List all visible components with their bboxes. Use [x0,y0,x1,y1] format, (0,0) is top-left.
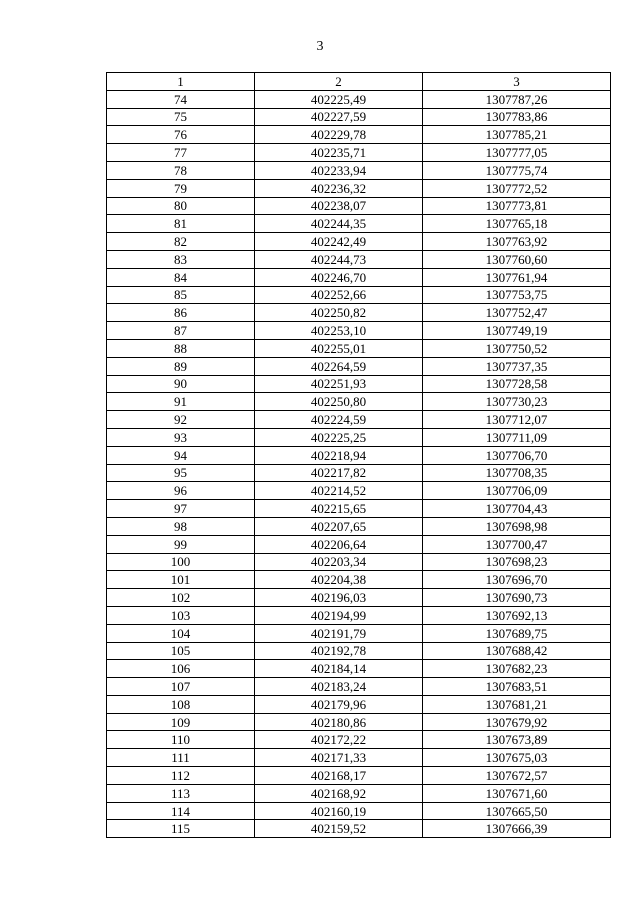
table-row [107,535,611,553]
point-number-cell: 106 [107,660,255,678]
x-coordinate-cell: 402180,86 [255,713,423,731]
point-number-cell: 84 [107,268,255,286]
y-coordinate-cell: 1307704,43 [423,500,611,518]
x-coordinate-cell: 402207,65 [255,517,423,535]
table-row [107,375,611,393]
table-row [107,339,611,357]
y-coordinate-cell: 1307700,47 [423,535,611,553]
x-coordinate-cell: 402229,78 [255,126,423,144]
point-number-cell: 82 [107,233,255,251]
y-coordinate-cell: 1307772,52 [423,179,611,197]
table-row [107,428,611,446]
y-coordinate-cell: 1307706,70 [423,446,611,464]
point-number-cell: 89 [107,357,255,375]
table-row [107,161,611,179]
x-coordinate-cell: 402246,70 [255,268,423,286]
x-coordinate-cell: 402233,94 [255,161,423,179]
point-number-cell: 104 [107,624,255,642]
table-row [107,250,611,268]
table-row [107,482,611,500]
table-row [107,802,611,820]
table-row [107,197,611,215]
y-coordinate-cell: 1307761,94 [423,268,611,286]
y-coordinate-cell: 1307737,35 [423,357,611,375]
y-coordinate-cell: 1307763,92 [423,233,611,251]
x-coordinate-cell: 402183,24 [255,678,423,696]
x-coordinate-cell: 402179,96 [255,695,423,713]
y-coordinate-cell: 1307750,52 [423,339,611,357]
point-number-cell: 81 [107,215,255,233]
y-coordinate-cell: 1307681,21 [423,695,611,713]
table-row [107,571,611,589]
table-row [107,411,611,429]
x-coordinate-cell: 402214,52 [255,482,423,500]
y-coordinate-cell: 1307712,07 [423,411,611,429]
table-row [107,286,611,304]
y-coordinate-cell: 1307777,05 [423,144,611,162]
y-coordinate-cell: 1307752,47 [423,304,611,322]
point-number-cell: 101 [107,571,255,589]
x-coordinate-cell: 402218,94 [255,446,423,464]
y-coordinate-cell: 1307688,42 [423,642,611,660]
header-cell-2: 2 [255,73,423,91]
table-row [107,322,611,340]
x-coordinate-cell: 402238,07 [255,197,423,215]
table-body [107,73,611,838]
y-coordinate-cell: 1307683,51 [423,678,611,696]
point-number-cell: 97 [107,500,255,518]
x-coordinate-cell: 402194,99 [255,606,423,624]
table-row [107,500,611,518]
y-coordinate-cell: 1307773,81 [423,197,611,215]
table-row [107,357,611,375]
point-number-cell: 90 [107,375,255,393]
y-coordinate-cell: 1307665,50 [423,802,611,820]
table-row [107,606,611,624]
y-coordinate-cell: 1307775,74 [423,161,611,179]
coordinates-table [106,72,611,838]
x-coordinate-cell: 402196,03 [255,589,423,607]
point-number-cell: 103 [107,606,255,624]
x-coordinate-cell: 402235,71 [255,144,423,162]
y-coordinate-cell: 1307760,60 [423,250,611,268]
y-coordinate-cell: 1307698,23 [423,553,611,571]
y-coordinate-cell: 1307698,98 [423,517,611,535]
table-row [107,393,611,411]
x-coordinate-cell: 402206,64 [255,535,423,553]
table-row [107,589,611,607]
point-number-cell: 91 [107,393,255,411]
y-coordinate-cell: 1307708,35 [423,464,611,482]
y-coordinate-cell: 1307692,13 [423,606,611,624]
y-coordinate-cell: 1307730,23 [423,393,611,411]
point-number-cell: 77 [107,144,255,162]
x-coordinate-cell: 402227,59 [255,108,423,126]
y-coordinate-cell: 1307787,26 [423,90,611,108]
table-row [107,90,611,108]
x-coordinate-cell: 402250,80 [255,393,423,411]
table-row [107,108,611,126]
y-coordinate-cell: 1307728,58 [423,375,611,393]
table-row [107,749,611,767]
x-coordinate-cell: 402252,66 [255,286,423,304]
table-row [107,820,611,838]
table-row [107,624,611,642]
x-coordinate-cell: 402244,73 [255,250,423,268]
x-coordinate-cell: 402251,93 [255,375,423,393]
point-number-cell: 95 [107,464,255,482]
table-row [107,553,611,571]
x-coordinate-cell: 402203,34 [255,553,423,571]
y-coordinate-cell: 1307785,21 [423,126,611,144]
point-number-cell: 88 [107,339,255,357]
point-number-cell: 114 [107,802,255,820]
x-coordinate-cell: 402215,65 [255,500,423,518]
y-coordinate-cell: 1307753,75 [423,286,611,304]
x-coordinate-cell: 402217,82 [255,464,423,482]
point-number-cell: 107 [107,678,255,696]
point-number-cell: 80 [107,197,255,215]
table-header-row [107,73,611,91]
x-coordinate-cell: 402191,79 [255,624,423,642]
y-coordinate-cell: 1307690,73 [423,589,611,607]
table-row [107,233,611,251]
y-coordinate-cell: 1307706,09 [423,482,611,500]
y-coordinate-cell: 1307682,23 [423,660,611,678]
y-coordinate-cell: 1307679,92 [423,713,611,731]
point-number-cell: 92 [107,411,255,429]
table-row [107,731,611,749]
y-coordinate-cell: 1307673,89 [423,731,611,749]
table-row [107,268,611,286]
x-coordinate-cell: 402264,59 [255,357,423,375]
y-coordinate-cell: 1307689,75 [423,624,611,642]
point-number-cell: 83 [107,250,255,268]
x-coordinate-cell: 402159,52 [255,820,423,838]
page-number-text: 3 [316,39,324,54]
point-number-cell: 109 [107,713,255,731]
point-number-cell: 86 [107,304,255,322]
header-cell-1: 1 [107,73,255,91]
point-number-cell: 105 [107,642,255,660]
point-number-cell: 113 [107,784,255,802]
table-row [107,517,611,535]
table-row [107,678,611,696]
y-coordinate-cell: 1307671,60 [423,784,611,802]
point-number-cell: 78 [107,161,255,179]
table-row [107,784,611,802]
x-coordinate-cell: 402224,59 [255,411,423,429]
table-row [107,126,611,144]
point-number-cell: 111 [107,749,255,767]
table-row [107,464,611,482]
table-row [107,660,611,678]
x-coordinate-cell: 402225,49 [255,90,423,108]
point-number-cell: 76 [107,126,255,144]
y-coordinate-cell: 1307765,18 [423,215,611,233]
page-number [0,38,640,56]
point-number-cell: 112 [107,767,255,785]
point-number-cell: 93 [107,428,255,446]
table-row [107,179,611,197]
point-number-cell: 110 [107,731,255,749]
x-coordinate-cell: 402160,19 [255,802,423,820]
x-coordinate-cell: 402255,01 [255,339,423,357]
x-coordinate-cell: 402242,49 [255,233,423,251]
x-coordinate-cell: 402250,82 [255,304,423,322]
table-row [107,144,611,162]
point-number-cell: 100 [107,553,255,571]
x-coordinate-cell: 402225,25 [255,428,423,446]
x-coordinate-cell: 402172,22 [255,731,423,749]
point-number-cell: 98 [107,517,255,535]
x-coordinate-cell: 402192,78 [255,642,423,660]
y-coordinate-cell: 1307749,19 [423,322,611,340]
point-number-cell: 115 [107,820,255,838]
y-coordinate-cell: 1307783,86 [423,108,611,126]
point-number-cell: 87 [107,322,255,340]
table-row [107,767,611,785]
x-coordinate-cell: 402184,14 [255,660,423,678]
table-row [107,446,611,464]
x-coordinate-cell: 402244,35 [255,215,423,233]
point-number-cell: 85 [107,286,255,304]
x-coordinate-cell: 402204,38 [255,571,423,589]
x-coordinate-cell: 402168,92 [255,784,423,802]
header-cell-3: 3 [423,73,611,91]
point-number-cell: 75 [107,108,255,126]
table-row [107,695,611,713]
y-coordinate-cell: 1307675,03 [423,749,611,767]
point-number-cell: 108 [107,695,255,713]
y-coordinate-cell: 1307696,70 [423,571,611,589]
y-coordinate-cell: 1307672,57 [423,767,611,785]
table-row [107,215,611,233]
table-row [107,713,611,731]
y-coordinate-cell: 1307711,09 [423,428,611,446]
x-coordinate-cell: 402253,10 [255,322,423,340]
x-coordinate-cell: 402171,33 [255,749,423,767]
y-coordinate-cell: 1307666,39 [423,820,611,838]
point-number-cell: 74 [107,90,255,108]
table-row [107,304,611,322]
x-coordinate-cell: 402168,17 [255,767,423,785]
point-number-cell: 102 [107,589,255,607]
point-number-cell: 96 [107,482,255,500]
point-number-cell: 99 [107,535,255,553]
point-number-cell: 79 [107,179,255,197]
table-row [107,642,611,660]
point-number-cell: 94 [107,446,255,464]
x-coordinate-cell: 402236,32 [255,179,423,197]
